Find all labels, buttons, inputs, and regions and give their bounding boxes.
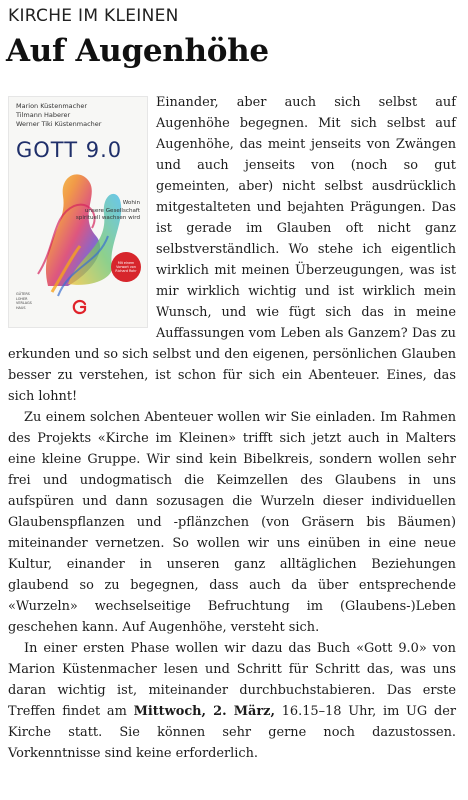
- article-headline: Auf Augenhöhe: [6, 33, 269, 69]
- article-body: [8, 92, 456, 764]
- book-subtitle: Wohin unsere Gesellschaft spirituell wachsen wird: [75, 200, 140, 221]
- section-kicker: KIRCHE IM KLEINEN: [8, 6, 179, 26]
- paragraph: Zu einem solchen Abenteuer wollen wir Sie einladen. Im Rahmen des Projekts «Kirche im Kleinen» trifft sich jetzt auch in Malters eine kleine Gruppe. Wir sind kein Bibelkreis, sondern wollen sehr frei und undogmatisch die Keimzellen des Glaubens in uns aufspüren und dann sozusagen die Wurzeln dieser individuellen Glaubenspflanzen und -pflänzchen (von Gräsern bis Bäumen) miteinander vernetzen. So wollen wir uns einüben in eine neue Kultur, einander in unseren ganz alltäglichen Beziehungen glaubend so zu begegnen, dass auch da über entsprechende «Wurzeln» wechselseitige Befruchtung im (Glaubens-)Leben geschehen kann. Auf Augenhöhe, versteht sich.: [8, 410, 456, 635]
- book-sticker-badge: Mit einem Vorwort von Richard Rohr: [111, 252, 141, 282]
- publisher-name: GÜTERS LOHER VERLAGS HAUS: [16, 292, 32, 310]
- paragraph-last: [8, 638, 456, 764]
- book-title: GOTT 9.0: [16, 138, 123, 162]
- paragraph-text: 16.15–18 Uhr, im UG der Kirche statt. Sie können sehr gerne noch dazustossen. Vorkenntnisse sind keine erforderlich.: [8, 704, 456, 761]
- paragraph: Einander, aber auch sich selbst auf Augenhöhe begegnen. Mit sich selbst auf Augenhöhe, das meint jenseits von Zwängen und auch jenseits von (noch so gut gemeinten, aber) nicht selbst ausdrücklich mitgestalteten und bejahten Prägungen. Das ist gerade im Glauben oft nicht ganz selbstverständlich. Wo stehe ich eigentlich wirklich mit meinen Überzeugungen, was ist mir wirklich wichtig und ist wirklich mein Wunsch, und wie fügt sich das in meine Auffassungen vom Leben als Ganzem? Das zu erkunden und so sich selbst und den eigenen, persönlichen Glauben besser zu verstehen, ist schon für sich ein Abenteuer. Eines, das sich lohnt!: [8, 95, 456, 404]
- event-date: Mittwoch, 2. März,: [133, 704, 275, 719]
- book-authors: Marion Küstenmacher Tilmann Haberer Werner Tiki Küstenmacher: [16, 102, 102, 128]
- cover-float-spacer: [8, 92, 156, 336]
- paragraph-text: In einer ersten Phase wollen wir dazu das Buch «Gott 9.0» von Marion Küstenmacher lesen und Schritt für Schritt das, was uns daran wichtig ist, miteinander durchbuchstabieren. Das erste Treffen findet am: [8, 641, 456, 719]
